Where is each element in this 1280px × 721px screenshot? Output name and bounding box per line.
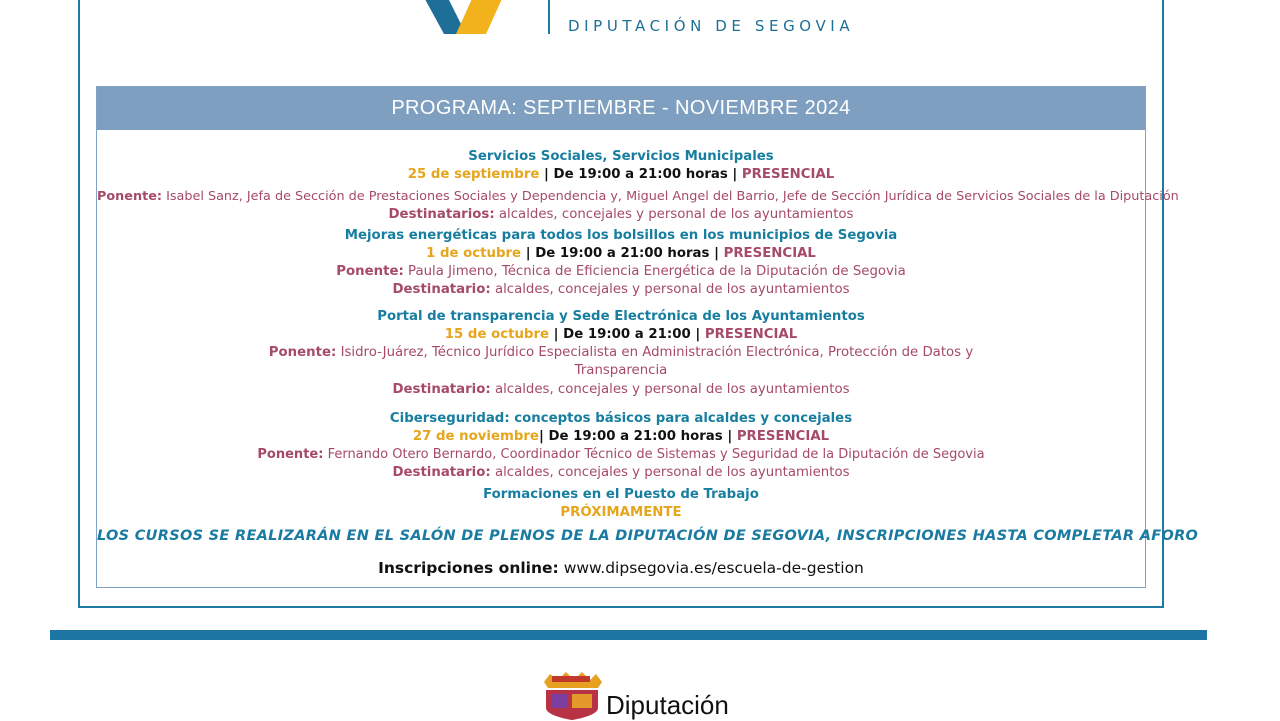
session-speaker: Ponente: Isabel Sanz, Jefa de Sección de Prestaciones Sociales y Dependencia y, Miguel Angel del Barrio, Jefe de Sección Jurídica de Servicios Sociales de la Diputación	[97, 189, 1179, 204]
logo-gap	[330, 0, 908, 4]
session-schedule: 15 de octubre | De 19:00 a 21:00 | PRESENCIAL	[444, 327, 798, 342]
bottom-rule	[50, 630, 1207, 640]
session-time: De 19:00 a 21:00 horas	[535, 246, 710, 261]
session-schedule: 27 de noviembre| De 19:00 a 21:00 horas | PRESENCIAL	[412, 429, 830, 444]
logo-subtitle: DIPUTACIÓN DE SEGOVIA	[568, 17, 855, 35]
session-title: Ciberseguridad: conceptos básicos para alcaldes y concejales	[389, 411, 853, 426]
registration-link[interactable]: www.dipsegovia.es/escuela-de-gestion	[563, 559, 864, 577]
session-title: Servicios Sociales, Servicios Municipales	[468, 149, 774, 164]
session-audience: Destinatario: alcaldes, concejales y personal de los ayuntamientos	[392, 282, 850, 297]
session-schedule: 25 de septiembre | De 19:00 a 21:00 horas | PRESENCIAL	[407, 167, 835, 182]
logo-divider	[548, 0, 550, 34]
session-mode: PRESENCIAL	[736, 429, 830, 444]
session-time: De 19:00 a 21:00 horas	[548, 429, 723, 444]
registration-line: Inscripciones online: www.dipsegovia.es/escuela-de-gestion	[378, 559, 864, 577]
session-audience: Destinatario: alcaldes, concejales y personal de los ayuntamientos	[392, 465, 850, 480]
notice-text: LOS CURSOS SE REALIZARÁN EN EL SALÓN DE PLENOS DE LA DIPUTACIÓN DE SEGOVIA, INSCRIPCIONES HASTA COMPLETAR AFORO	[97, 528, 1199, 544]
session-time: De 19:00 a 21:00	[563, 327, 691, 342]
escuela-logo-icon	[420, 0, 520, 34]
extra-status: PRÓXIMAMENTE	[560, 505, 682, 520]
footer-name: Diputación	[606, 690, 729, 720]
session-date: 25 de septiembre	[407, 167, 540, 182]
session-speaker: Ponente: Paula Jimeno, Técnica de Eficiencia Energética de la Diputación de Segovia	[336, 264, 906, 279]
session-speaker: Ponente: Isidro-Juárez, Técnico Jurídico Especialista en Administración Electrónica, Protección de Datos y	[268, 345, 974, 360]
session-mode: PRESENCIAL	[704, 327, 798, 342]
session-time: De 19:00 a 21:00 horas	[553, 167, 728, 182]
session-title: Mejoras energéticas para todos los bolsillos en los municipios de Segovia	[344, 228, 898, 243]
session-mode: PRESENCIAL	[723, 246, 816, 261]
session-speaker-cont: Transparencia	[574, 363, 668, 378]
session-schedule: 1 de octubre | De 19:00 a 21:00 horas | PRESENCIAL	[426, 246, 816, 261]
extra-title: Formaciones en el Puesto de Trabajo	[483, 487, 759, 502]
session-title: Portal de transparencia y Sede Electrónica de los Ayuntamientos	[377, 309, 865, 324]
session-date: 27 de noviembre	[412, 429, 539, 444]
session-speaker: Ponente: Fernando Otero Bernardo, Coordinador Técnico de Sistemas y Seguridad de la Diputación de Segovia	[257, 447, 985, 462]
program-box	[96, 86, 1199, 588]
session-audience: Destinatario: alcaldes, concejales y personal de los ayuntamientos	[392, 382, 850, 397]
session-date: 1 de octubre	[426, 246, 522, 261]
session-mode: PRESENCIAL	[741, 167, 835, 182]
session-audience: Destinatarios: alcaldes, concejales y personal de los ayuntamientos	[388, 207, 854, 222]
diputacion-crest-icon	[540, 672, 604, 720]
session-date: 15 de octubre	[444, 327, 550, 342]
program-header: PROGRAMA: SEPTIEMBRE - NOVIEMBRE 2024	[97, 87, 1145, 130]
